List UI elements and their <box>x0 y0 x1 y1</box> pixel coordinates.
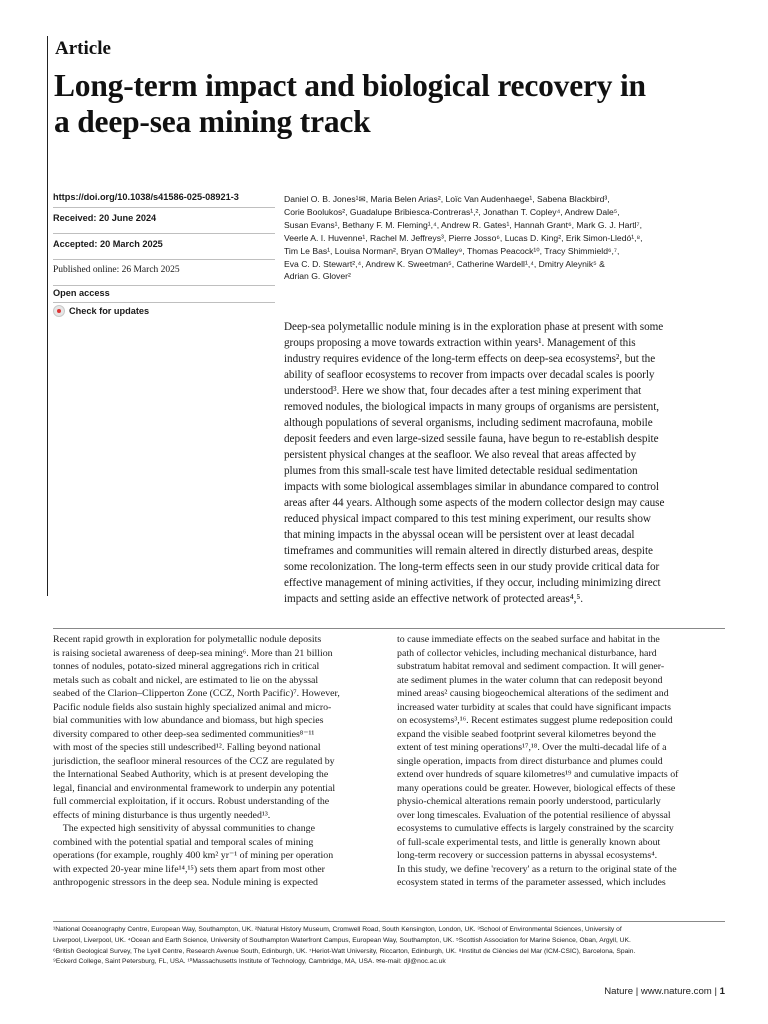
abstract-line: although populations of several organisms, including sediment macrofauna, mobile <box>284 417 653 429</box>
footer-separator: | <box>635 986 639 997</box>
body-line: anthropogenic stressors in the deep sea. Nodule mining is expected <box>53 877 318 888</box>
check-updates-label: Check for updates <box>69 305 150 316</box>
abstract-line: timeframes and communities will remain altered in directly disturbed areas, despite <box>284 545 653 557</box>
body-line: substratum habitat removal and sediment compaction. It will gener- <box>397 661 665 672</box>
author-line: Susan Evans¹, Bethany F. M. Fleming¹,⁴, Andrew R. Gates¹, Hannah Grant⁶, Mark G. J. Hartl⁷, <box>284 219 643 230</box>
open-access-label: Open access <box>53 285 275 302</box>
doi-link[interactable]: https://doi.org/10.1038/s41586-025-08921-3 <box>53 192 239 202</box>
body-line: seabed of the Clarion–Clipperton Zone (CCZ, North Pacific)⁷. However, <box>53 688 340 699</box>
margin-rule <box>47 36 48 596</box>
abstract-line: plumes from this small-scale test have limited detectable residual sedimentation <box>284 465 638 477</box>
body-line: bial communities with low abundance and biomass, but high species <box>53 715 324 726</box>
body-line: diversity compared to other deep-sea sedimented communities⁸⁻¹¹ <box>53 728 315 740</box>
article-title <box>54 68 744 140</box>
abstract-line: removed nodules, the biological impacts in many groups of organisms are persistent, <box>284 401 660 413</box>
body-line: on ecosystems³,¹⁶. Recent estimates suggest plume redeposition could <box>397 715 673 726</box>
body-line: legal, financial and environmental framework to underpin any potential <box>53 782 336 794</box>
abstract-line: impacts with some biological assemblages similar in abundance compared to control <box>284 481 659 493</box>
body-line: The expected high sensitivity of abyssal communities to change <box>53 823 315 834</box>
affiliation-line: Liverpool, Liverpool, UK. ⁴Ocean and Earth Science, University of Southampton Waterfront Campus, European Way, Southampton, UK. ⁵Scottish Association for Marine Science, Oban, Argyll, UK. <box>53 936 631 944</box>
abstract-line: reduced physical impact compared to this test mining experiment, our results show <box>284 513 651 525</box>
body-line: effects of mining disturbance is thus urgently needed¹³. <box>53 809 271 821</box>
body-line: tonnes of nodules, potato-sized mineral aggregations rich in critical <box>53 661 320 672</box>
abstract-line: some recolonization. The long-term effects seen in our study provide critical data for <box>284 561 660 573</box>
journal-name: Nature <box>604 986 634 997</box>
abstract-line: groups proposing a move towards extraction within years¹. Management of this <box>284 337 636 349</box>
abstract-line: Deep-sea polymetallic nodule mining is in the exploration phase at present with some <box>284 321 664 333</box>
abstract-line: industry requires evidence of the long-term effects on deep-sea ecosystems², but the <box>284 353 656 365</box>
body-line: ate sediment plumes in the water column that can redeposit beyond <box>397 674 663 686</box>
body-line: extend over hundreds of square kilometres¹⁹ and cumulative impacts of <box>397 769 679 780</box>
body-line: with most of the species still undescribed¹². Falling beyond national <box>53 742 321 753</box>
body-line: the International Seabed Authority, which is at present developing the <box>53 769 329 780</box>
abstract-line: persistent physical changes at the seafloor. We also reveal that areas affected by <box>284 449 637 461</box>
abstract-line: effective management of mining activities, if they occur, including minimizing direct <box>284 577 661 589</box>
body-line: jurisdiction, the seafloor mineral resources of the CCZ are regulated by <box>53 755 335 767</box>
check-for-updates-link[interactable] <box>53 302 275 319</box>
body-line: Pacific nodule fields also sustain highly specialized animal and micro- <box>53 701 332 713</box>
page-footer <box>604 986 725 997</box>
body-line: ecosystems to cumulative effects is largely constrained by the scarcity <box>397 823 674 834</box>
footer-separator: | <box>714 986 717 997</box>
page-number: 1 <box>719 986 725 997</box>
abstract <box>284 319 724 607</box>
accepted-date: Accepted: 20 March 2025 <box>53 233 275 259</box>
body-line: physio-chemical alterations remain poorly understood, particularly <box>397 796 661 807</box>
body-line: extent of test mining operations¹⁷,¹⁸. Over the multi-decadal life of a <box>397 742 667 753</box>
body-line: mined areas² causing biogeochemical alterations of the sediment and <box>397 688 669 699</box>
body-line: expand the visible seabed footprint several kilometres beyond the <box>397 728 656 740</box>
body-line: with expected 20-year mine life¹⁴,¹⁵) sets them apart from most other <box>53 863 325 875</box>
body-line: increased water turbidity at scales that could have significant impacts <box>397 701 671 713</box>
abstract-line: understood³. Here we show that, four decades after a test mining experiment that <box>284 385 642 397</box>
body-line: ecosystem stated in terms of the parameter assessed, which includes <box>397 877 666 888</box>
affiliation-line: ⁶British Geological Survey, The Lyell Centre, Research Avenue South, Edinburgh, UK. ⁷Heriot-Watt University, Riccarton, Edinburgh, UK. ⁸Institut de Ciències del Mar (ICM-CSIC), Barcelona, Spain. <box>53 947 636 955</box>
body-line: is raising societal awareness of deep-sea mining⁶. More than 21 billion <box>53 647 333 659</box>
abstract-line: impacts and setting aside an effective network of protected areas⁴,⁵. <box>284 593 583 605</box>
author-list <box>284 193 724 283</box>
body-line: In this study, we define 'recovery' as a return to the original state of the <box>397 863 677 875</box>
body-line: to cause immediate effects on the seabed surface and habitat in the <box>397 634 660 645</box>
body-column-left <box>53 633 383 890</box>
article-type-label: Article <box>55 38 111 59</box>
affiliation-line: ⁹Eckerd College, Saint Petersburg, FL, USA. ¹⁰Massachusetts Institute of Technology, Cambridge, MA, USA. ✉e-mail: djl@noc.ac.uk <box>53 958 446 966</box>
body-line: combined with the potential spatial and temporal scales of mining <box>53 836 314 848</box>
abstract-line: ability of seafloor ecosystems to recover from impacts over decadal scales is poorly <box>284 369 655 381</box>
author-line: Eva C. D. Stewart²,⁴, Andrew K. Sweetman⁵, Catherine Wardell¹,⁴, Dmitry Aleynik⁵ & <box>284 258 605 269</box>
journal-website-link[interactable]: www.nature.com <box>640 986 712 997</box>
footnote-divider <box>53 921 725 922</box>
body-line: metals such as cobalt and nickel, are estimated to lie on the abyssal <box>53 674 319 686</box>
body-line: Recent rapid growth in exploration for polymetallic nodule deposits <box>53 634 322 645</box>
author-line: Corie Boolukos², Guadalupe Bribiesca-Contreras¹,², Jonathan T. Copley⁴, Andrew Dale⁵, <box>284 206 620 217</box>
body-line: full commercial exploitation, if it occurs. Robust understanding of the <box>53 796 330 807</box>
article-metadata <box>53 190 275 319</box>
affiliations <box>53 925 725 968</box>
section-divider <box>53 628 725 629</box>
check-updates-icon <box>53 305 65 317</box>
title-line: a deep-sea mining track <box>54 104 371 139</box>
affiliation-line: ¹National Oceanography Centre, European Way, Southampton, UK. ²Natural History Museum, Cromwell Road, South Kensington, London, UK. ³School of Environmental Sciences, University of <box>53 926 622 933</box>
author-line: Tim Le Bas¹, Louisa Norman², Bryan O'Malley⁹, Thomas Peacock¹⁰, Tracy Shimmield⁶,⁷, <box>284 245 620 256</box>
author-line: Adrian G. Glover² <box>284 271 351 282</box>
body-line: operations (for example, roughly 400 km² yr⁻¹ of mining per operation <box>53 850 334 861</box>
received-date: Received: 20 June 2024 <box>53 207 275 233</box>
abstract-line: areas after 44 years. Although some aspects of the modern collector design may cause <box>284 497 665 509</box>
body-column-right <box>397 633 727 890</box>
abstract-line: that mining impacts in the abyssal ocean will be persistent over at least decadal <box>284 529 635 541</box>
published-date: Published online: 26 March 2025 <box>53 259 275 285</box>
abstract-line: deposit feeders and even large-sized sessile fauna, have begun to re-establish despite <box>284 433 659 445</box>
body-line: over long timescales. Evaluation of the potential resilience of abyssal <box>397 809 671 821</box>
body-line: many operations could be greater. However, biological effects of these <box>397 782 676 794</box>
body-line: long-term recovery or succession patterns in abyssal ecosystems⁴. <box>397 850 658 861</box>
title-line: Long-term impact and biological recovery in <box>54 68 646 103</box>
body-line: path of collector vehicles, including mechanical disturbance, hard <box>397 647 657 659</box>
author-line: Veerle A. I. Huvenne¹, Rachel M. Jeffreys³, Pierre Josso⁶, Lucas D. King², Erik Simon-Lledó¹,⁸, <box>284 232 643 243</box>
body-line: of full-scale experimental tests, and little is generally known about <box>397 836 661 848</box>
author-line: Daniel O. B. Jones¹✉, Maria Belen Arias², Loïc Van Audenhaege¹, Sabena Blackbird³, <box>284 194 610 204</box>
body-line: single operation, impacts from direct disturbance and plumes could <box>397 755 663 767</box>
